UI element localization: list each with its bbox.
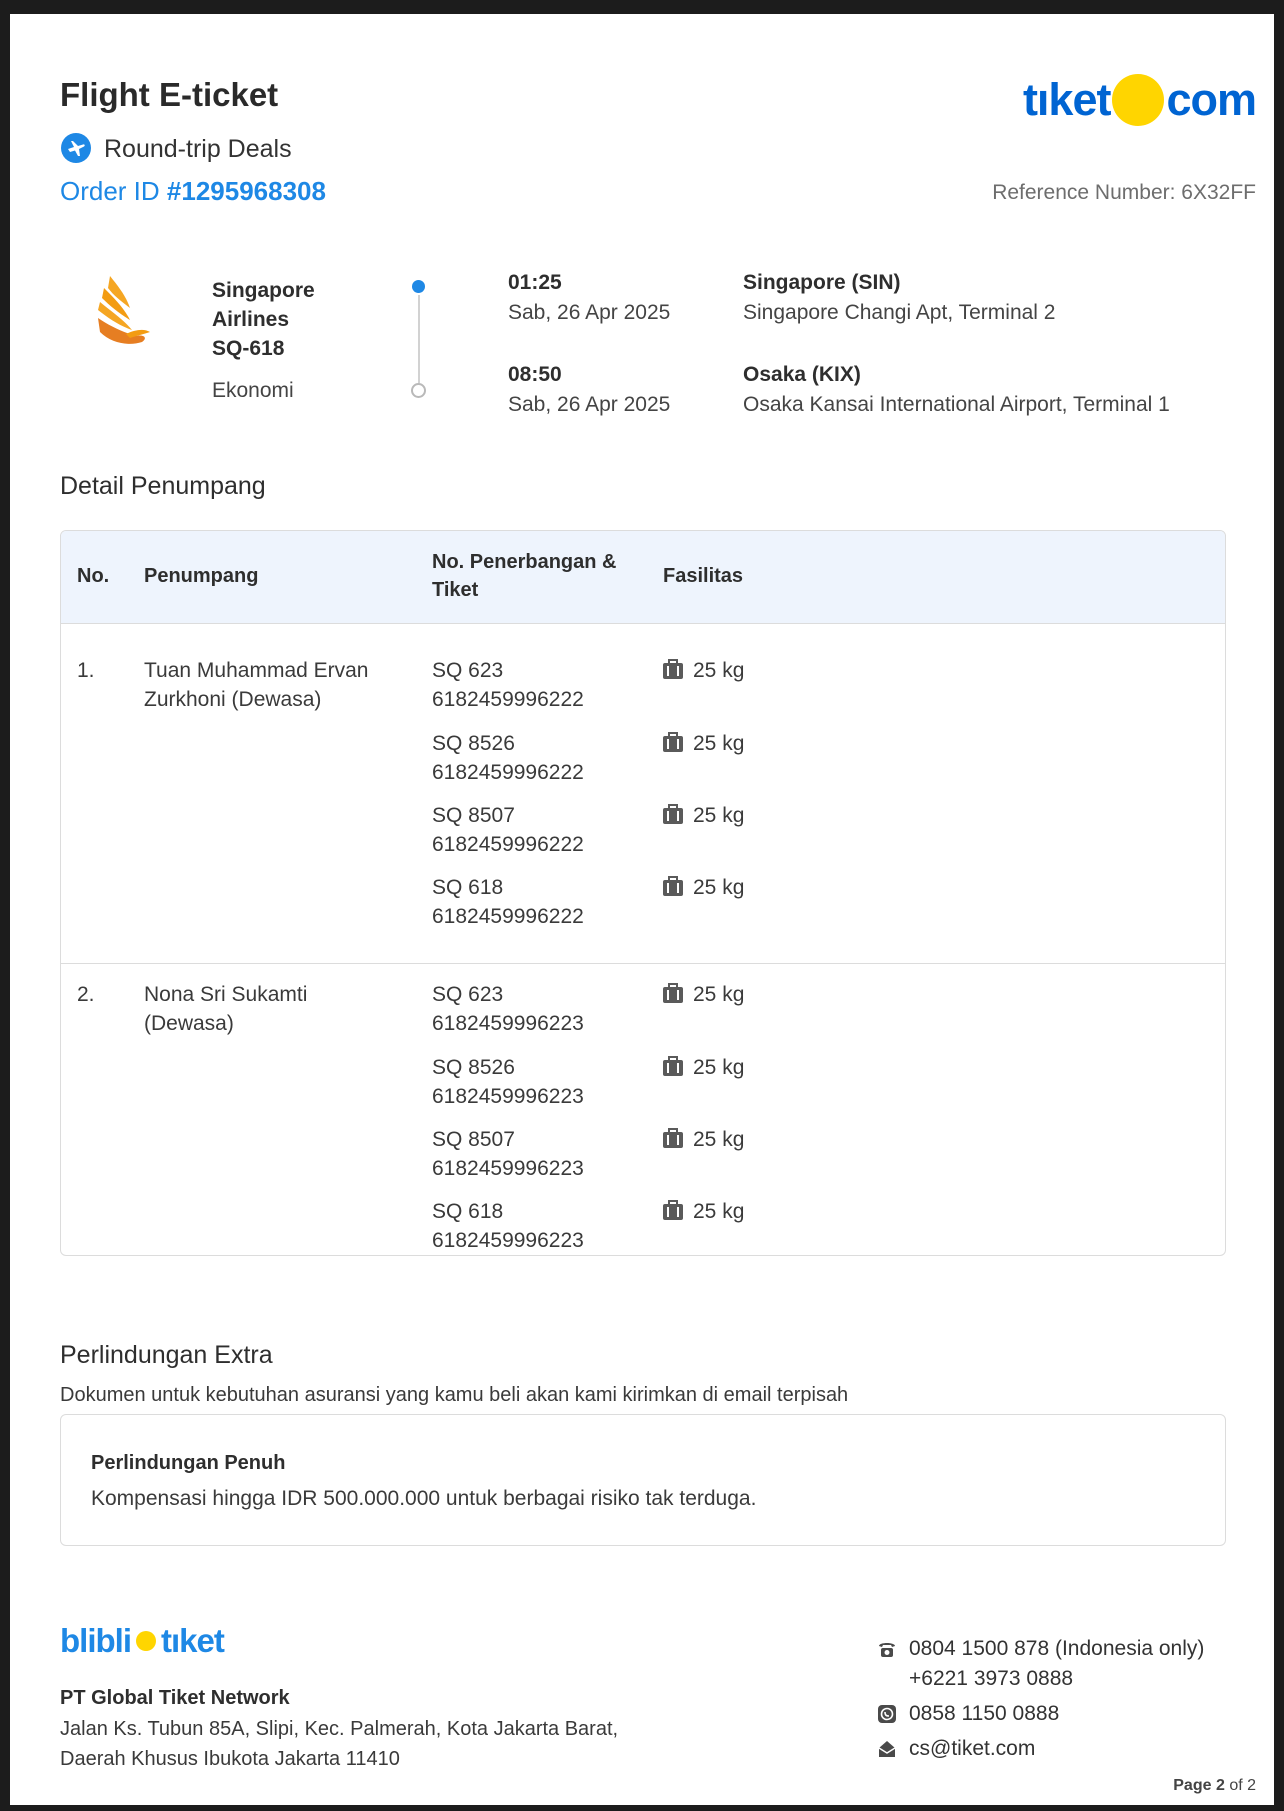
col-flight-ticket [432,548,616,604]
page-title: Flight E-ticket [60,76,279,113]
baggage-value: 25 kg [693,1055,745,1079]
baggage-allowance [663,873,744,902]
whatsapp-row [877,1696,1267,1732]
ticket-number: 6182459996222 [432,761,584,784]
segment [432,1197,584,1255]
flight-number: SQ 623 [432,983,504,1006]
singapore-airlines-logo [96,274,152,354]
ticket-number: 6182459996223 [432,1229,584,1252]
departure-time: 01:25 [508,271,562,294]
passenger-no: 1. [77,659,95,682]
baggage-icon [663,1132,683,1148]
baggage-value: 25 kg [693,731,745,755]
segment [432,729,584,787]
order-id-prefix: Order ID [60,176,160,206]
phone-row-secondary [877,1664,1267,1694]
arrival-time: 08:50 [508,363,562,386]
segment [432,1125,584,1183]
baggage-allowance [663,656,744,685]
passenger-no: 2. [77,983,95,1006]
page-current: 2 [1215,1777,1225,1794]
tiket-logo-dot [1112,74,1164,126]
order-id [60,176,326,207]
col-passenger: Penumpang [144,565,259,587]
airline-name-line1: Singapore [212,279,315,302]
blibli-logo-right: tıket [161,1622,224,1659]
tiket-com-logo [1023,70,1256,130]
arrival-date: Sab, 26 Apr 2025 [508,393,671,416]
tiket-logo-right: com [1166,74,1256,125]
company-name: PT Global Tiket Network [60,1687,290,1709]
baggage-value: 25 kg [693,982,745,1006]
baggage-allowance [663,1197,744,1226]
address-line1: Jalan Ks. Tubun 85A, Slipi, Kec. Palmerah, Kota Jakarta Barat, [60,1718,619,1740]
airline-name-line2: Airlines [212,308,290,331]
passenger-name-line2: (Dewasa) [144,1012,234,1035]
ticket-number: 6182459996223 [432,1085,584,1108]
segment [432,980,584,1038]
baggage-icon [663,808,683,824]
tiket-logo-left: tıket [1022,74,1111,125]
phone-primary: 0804 1500 878 (Indonesia only) [909,1637,1205,1660]
deal-label: Round-trip Deals [104,135,292,163]
row-divider [61,963,1225,964]
passenger-name-line1: Tuan Muhammad Ervan [144,659,369,682]
passenger-name [144,656,369,714]
passenger-name-line1: Nona Sri Sukamti [144,983,308,1006]
col-no: No. [77,565,110,587]
baggage-allowance [663,729,744,758]
insurance-card [60,1414,1226,1546]
col-flight-ticket-line1: No. Penerbangan & [432,551,617,573]
passenger-table [60,530,1226,1256]
baggage-icon [663,987,683,1003]
baggage-icon [663,880,683,896]
airplane-deal-icon [61,133,91,163]
airline-name [212,276,352,363]
col-facility: Fasilitas [663,565,744,587]
page-suffix: of 2 [1229,1777,1256,1794]
insurance-heading: Perlindungan Extra [60,1341,273,1369]
timeline-line [418,295,420,383]
whatsapp-icon [877,1704,897,1724]
whatsapp-number: 0858 1150 0888 [909,1702,1060,1725]
email-icon [877,1739,897,1759]
flight-number: SQ 8526 [432,1056,515,1079]
departure-dot [412,280,425,293]
ticket-number: 6182459996222 [432,905,584,928]
departure-date: Sab, 26 Apr 2025 [508,301,671,324]
col-flight-ticket-line2: Tiket [432,579,479,601]
baggage-allowance [663,980,744,1009]
baggage-value: 25 kg [693,658,745,682]
insurance-plan-text: Kompensasi hingga IDR 500.000.000 untuk berbagai risiko tak terduga. [91,1487,757,1510]
baggage-icon [663,1204,683,1220]
company-address [60,1714,700,1774]
contact-info [877,1634,1267,1766]
blibli-tiket-logo [60,1622,224,1660]
page-number [1173,1777,1256,1795]
blibli-logo-dot [136,1631,156,1651]
insurance-plan-title: Perlindungan Penuh [91,1452,286,1474]
flight-code: SQ-618 [212,337,285,360]
phone-row [877,1634,1267,1664]
arrival-dot [411,383,426,398]
page-prefix: Page [1173,1777,1212,1794]
passenger-name-line2: Zurkhoni (Dewasa) [144,688,322,711]
flight-number: SQ 623 [432,659,504,682]
passenger-name [144,980,307,1038]
departure-airport: Singapore Changi Apt, Terminal 2 [743,301,1056,324]
flight-number: SQ 8507 [432,1128,515,1151]
baggage-value: 25 kg [693,803,745,827]
arrival-city: Osaka (KIX) [743,363,861,386]
baggage-value: 25 kg [693,1199,745,1223]
flight-number: SQ 8507 [432,804,515,827]
support-email[interactable]: cs@tiket.com [909,1737,1036,1760]
flight-number: SQ 618 [432,1200,504,1223]
baggage-value: 25 kg [693,1127,745,1151]
baggage-allowance [663,1125,744,1154]
segment [432,801,584,859]
phone-icon [877,1639,897,1659]
table-header [61,531,1225,624]
segment [432,656,584,714]
address-line2: Daerah Khusus Ibukota Jakarta 11410 [60,1748,400,1770]
flight-number: SQ 618 [432,876,504,899]
ticket-number: 6182459996222 [432,688,584,711]
passenger-section-heading: Detail Penumpang [60,472,266,500]
order-id-value: #1295968308 [166,176,326,206]
baggage-icon [663,1060,683,1076]
ticket-number: 6182459996223 [432,1012,584,1035]
insurance-description: Dokumen untuk kebutuhan asuransi yang kamu beli akan kami kirimkan di email terpisah [60,1384,849,1406]
baggage-allowance [663,801,744,830]
baggage-value: 25 kg [693,875,745,899]
cabin-class: Ekonomi [212,379,294,402]
arrival-airport: Osaka Kansai International Airport, Terminal 1 [743,393,1170,416]
email-row [877,1732,1267,1766]
flight-number: SQ 8526 [432,732,515,755]
reference-number: Reference Number: 6X32FF [992,181,1256,204]
segment [432,873,584,931]
baggage-allowance [663,1053,744,1082]
phone-secondary: +6221 3973 0888 [909,1667,1074,1690]
ticket-number: 6182459996222 [432,833,584,856]
segment [432,1053,584,1111]
departure-city: Singapore (SIN) [743,271,901,294]
baggage-icon [663,663,683,679]
baggage-icon [663,736,683,752]
e-ticket-page [10,14,1274,1805]
blibli-logo-left: blibli [60,1622,131,1659]
ticket-number: 6182459996223 [432,1157,584,1180]
